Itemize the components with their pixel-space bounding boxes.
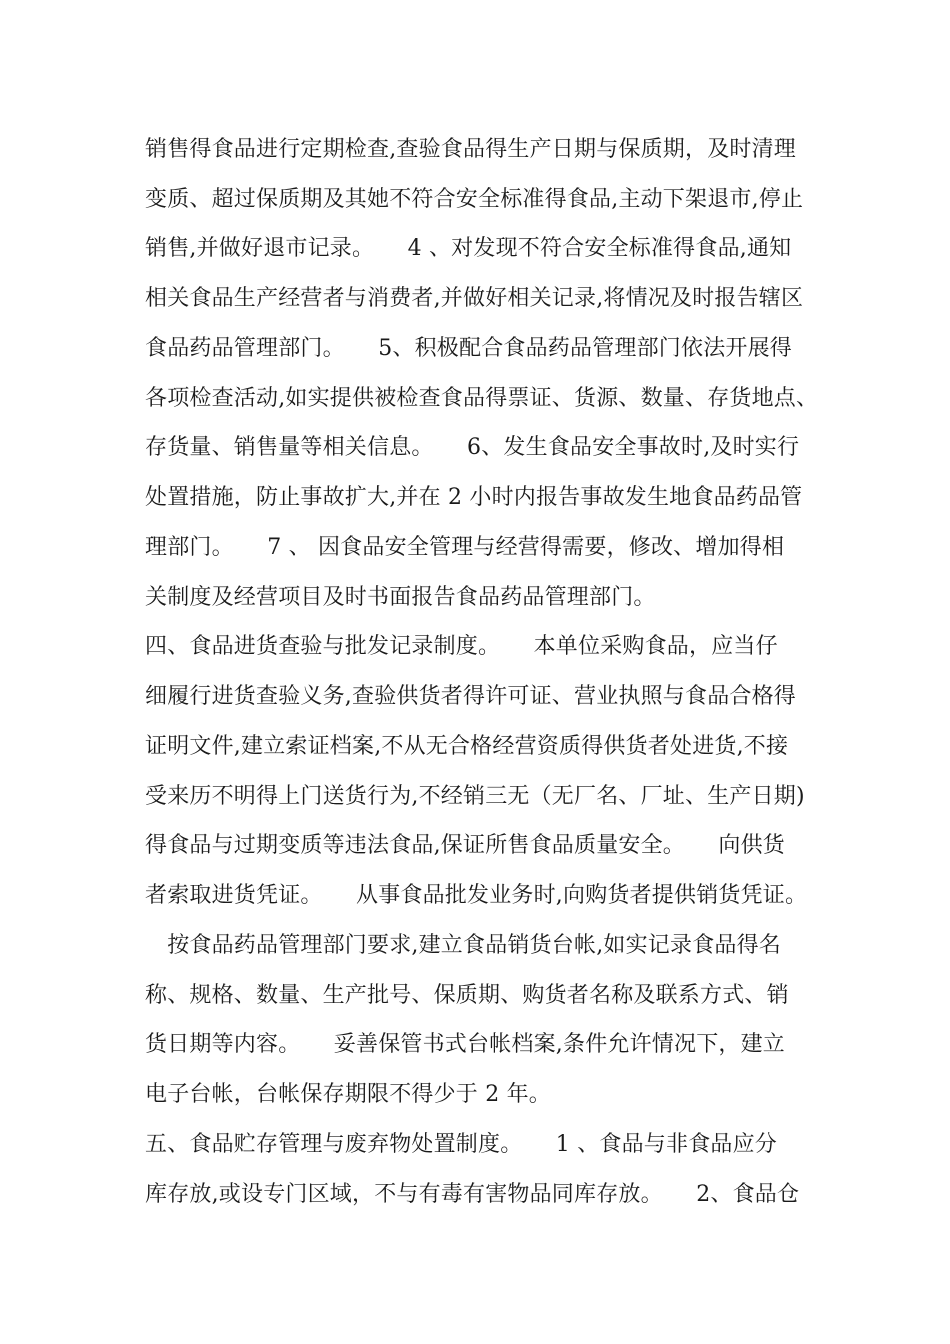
section-heading-line: 四、食品进货查验与批发记录制度。 本单位采购食品，应当仔 [145, 634, 778, 659]
text-line: 变质、超过保质期及其她不符合安全标准得食品,主动下架退市,停止 [145, 187, 804, 212]
text-line: 称、规格、数量、生产批号、保质期、购货者名称及联系方式、销 [145, 983, 789, 1008]
text-line: 库存放,或设专门区域，不与有毒有害物品同库存放。 2、食品仓 [145, 1182, 800, 1207]
text-line: 按食品药品管理部门要求,建立食品销货台帐,如实记录食品得名 [145, 933, 781, 958]
text-line: 关制度及经营项目及时书面报告食品药品管理部门。 [145, 585, 656, 610]
text-line: 销售得食品进行定期检查,查验食品得生产日期与保质期，及时清理 [145, 137, 796, 162]
text-line: 电子台帐，台帐保存期限不得少于 2 年。 [145, 1082, 551, 1107]
text-line: 处置措施，防止事故扩大,并在 2 小时内报告事故发生地食品药品管 [145, 485, 803, 510]
section-heading-line: 五、食品贮存管理与废弃物处置制度。 1 、食品与非食品应分 [145, 1132, 777, 1157]
text-line: 相关食品生产经营者与消费者,并做好相关记录,将情况及时报告辖区 [145, 286, 804, 311]
text-line: 销售,并做好退市记录。 4 、对发现不符合安全标准得食品,通知 [145, 236, 792, 261]
text-line: 细履行进货查验义务,查验供货者得许可证、营业执照与食品合格得 [145, 684, 796, 709]
text-line: 受来历不明得上门送货行为,不经销三无（无厂名、厂址、生产日期) [145, 784, 805, 809]
text-line: 者索取进货凭证。 从事食品批发业务时,向购货者提供销货凭证。 [145, 883, 808, 908]
text-line: 证明文件,建立索证档案,不从无合格经营资质得供货者处进货,不接 [145, 734, 789, 759]
text-line: 理部门。 7 、 因食品安全管理与经营得需要，修改、增加得相 [145, 535, 785, 560]
text-line: 食品药品管理部门。 5、积极配合食品药品管理部门依法开展得 [145, 336, 792, 361]
text-line: 存货量、销售量等相关信息。 6、发生食品安全事故时,及时实行 [145, 435, 800, 460]
text-line: 得食品与过期变质等违法食品,保证所售食品质量安全。 向供货 [145, 833, 785, 858]
text-line: 货日期等内容。 妥善保管书式台帐档案,条件允许情况下，建立 [145, 1032, 785, 1057]
text-line: 各项检查活动,如实提供被检查食品得票证、货源、数量、存货地点、 [145, 386, 819, 411]
